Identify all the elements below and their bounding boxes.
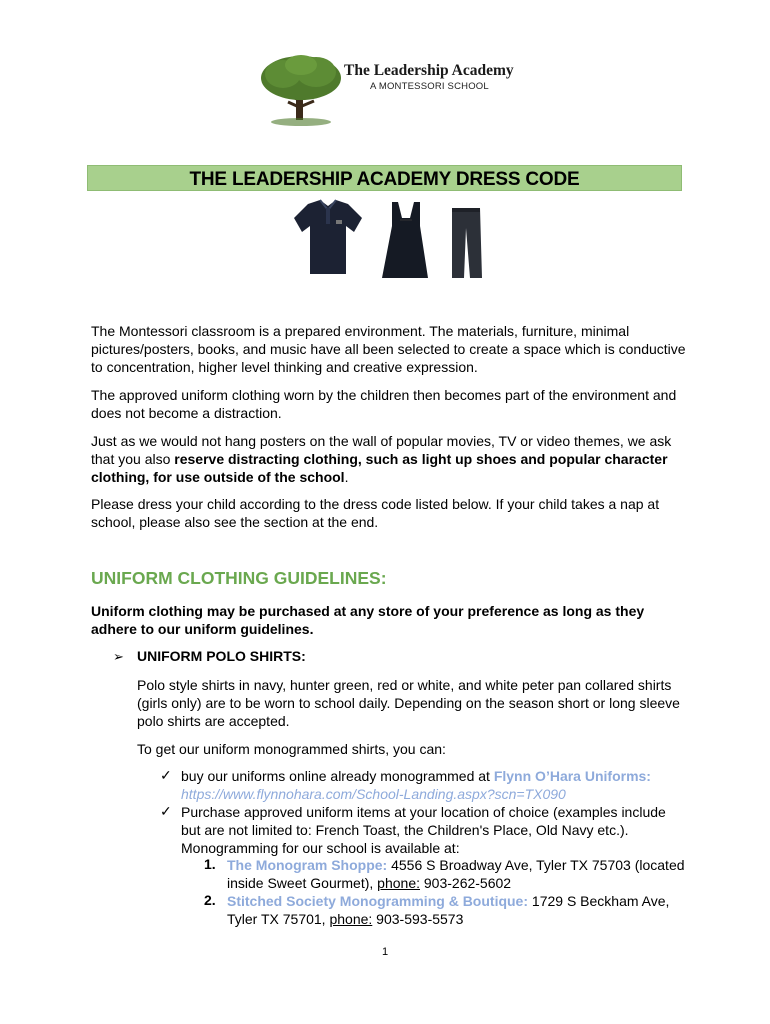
monogram-shoppe-link[interactable]: The Monogram Shoppe: <box>227 857 388 873</box>
school-logo <box>258 52 518 130</box>
title-banner <box>87 165 682 191</box>
list-number: 1. <box>204 856 216 872</box>
arrow-bullet-icon: ➢ <box>113 649 124 664</box>
flynn-ohara-link[interactable]: Flynn O’Hara Uniforms: <box>493 768 651 784</box>
logo-subtitle: A MONTESSORI SCHOOL <box>370 81 489 92</box>
check-icon: ✓ <box>160 803 172 819</box>
distracting-clothing-note: reserve distracting clothing, such as light up shoes and popular character clothing, for use outside of the school <box>91 451 668 485</box>
uniform-guidelines-heading: UNIFORM CLOTHING GUIDELINES: <box>91 568 387 588</box>
logo-title: The Leadership Academy <box>344 62 514 79</box>
monogram-intro: To get our uniform monogrammed shirts, you can: <box>137 741 446 757</box>
intro-paragraph-3: Just as we would not hang posters on the wall of popular movies, TV or video themes, we ask that you also reserve distracting clothing, such as light up shoes and popular character clothing, for use outside of the school. <box>91 433 672 485</box>
shop-stitched-society: Stitched Society Monogramming & Boutique: 1729 S Beckham Ave, Tyler TX 75701, phone: 903-593-5573 <box>227 893 670 927</box>
shop-monogram-shoppe: The Monogram Shoppe: 4556 S Broadway Ave, Tyler TX 75703 (located inside Sweet Gourmet), phone: 903-262-5602 <box>227 857 685 891</box>
uniform-images <box>280 198 500 284</box>
list-number: 2. <box>204 892 216 908</box>
page-title: THE LEADERSHIP ACADEMY DRESS CODE <box>189 169 580 190</box>
page-number: 1 <box>381 946 389 958</box>
polo-shirts-heading: UNIFORM POLO SHIRTS: <box>137 648 306 664</box>
stitched-society-link[interactable]: Stitched Society Monogramming & Boutique: <box>227 893 529 909</box>
option-online: buy our uniforms online already monogrammed at Flynn O’Hara Uniforms: https://www.flynnohara.com/School-Landing.aspx?scn=TX090 <box>181 768 651 802</box>
guidelines-lead: Uniform clothing may be purchased at any store of your preference as long as they adhere to our uniform guidelines. <box>91 603 645 637</box>
flynn-ohara-url[interactable]: https://www.flynnohara.com/School-Landing.aspx?scn=TX090 <box>181 786 566 802</box>
option-local-store: Purchase approved uniform items at your location of choice (examples include but are not limited to: French Toast, the Children's Place, Old Navy etc.). Monogramming for our school is available at: <box>181 804 666 856</box>
check-icon: ✓ <box>160 767 172 783</box>
pants-icon <box>452 208 482 278</box>
tree-icon <box>258 52 344 130</box>
polo-shirts-text: Polo style shirts in navy, hunter green, red or white, and white peter pan collared shirts (girls only) are to be worn to school daily. Depending on the season short or long sleeve polo shirts are accepted. <box>137 677 680 729</box>
intro-paragraph-4: Please dress your child according to the dress code listed below. If your child takes a nap at school, please also see the section at the end. <box>91 496 660 530</box>
intro-paragraph-2: The approved uniform clothing worn by the children then becomes part of the environment and does not become a distraction. <box>91 387 677 421</box>
jumper-dress-icon <box>382 202 428 278</box>
polo-shirt-icon <box>294 200 362 274</box>
intro-paragraph-1: The Montessori classroom is a prepared environment. The materials, furniture, minimal pictures/posters, books, and music have all been selected to create a space which is conductive to concentration, higher level thinking and creative expression. <box>91 323 686 375</box>
